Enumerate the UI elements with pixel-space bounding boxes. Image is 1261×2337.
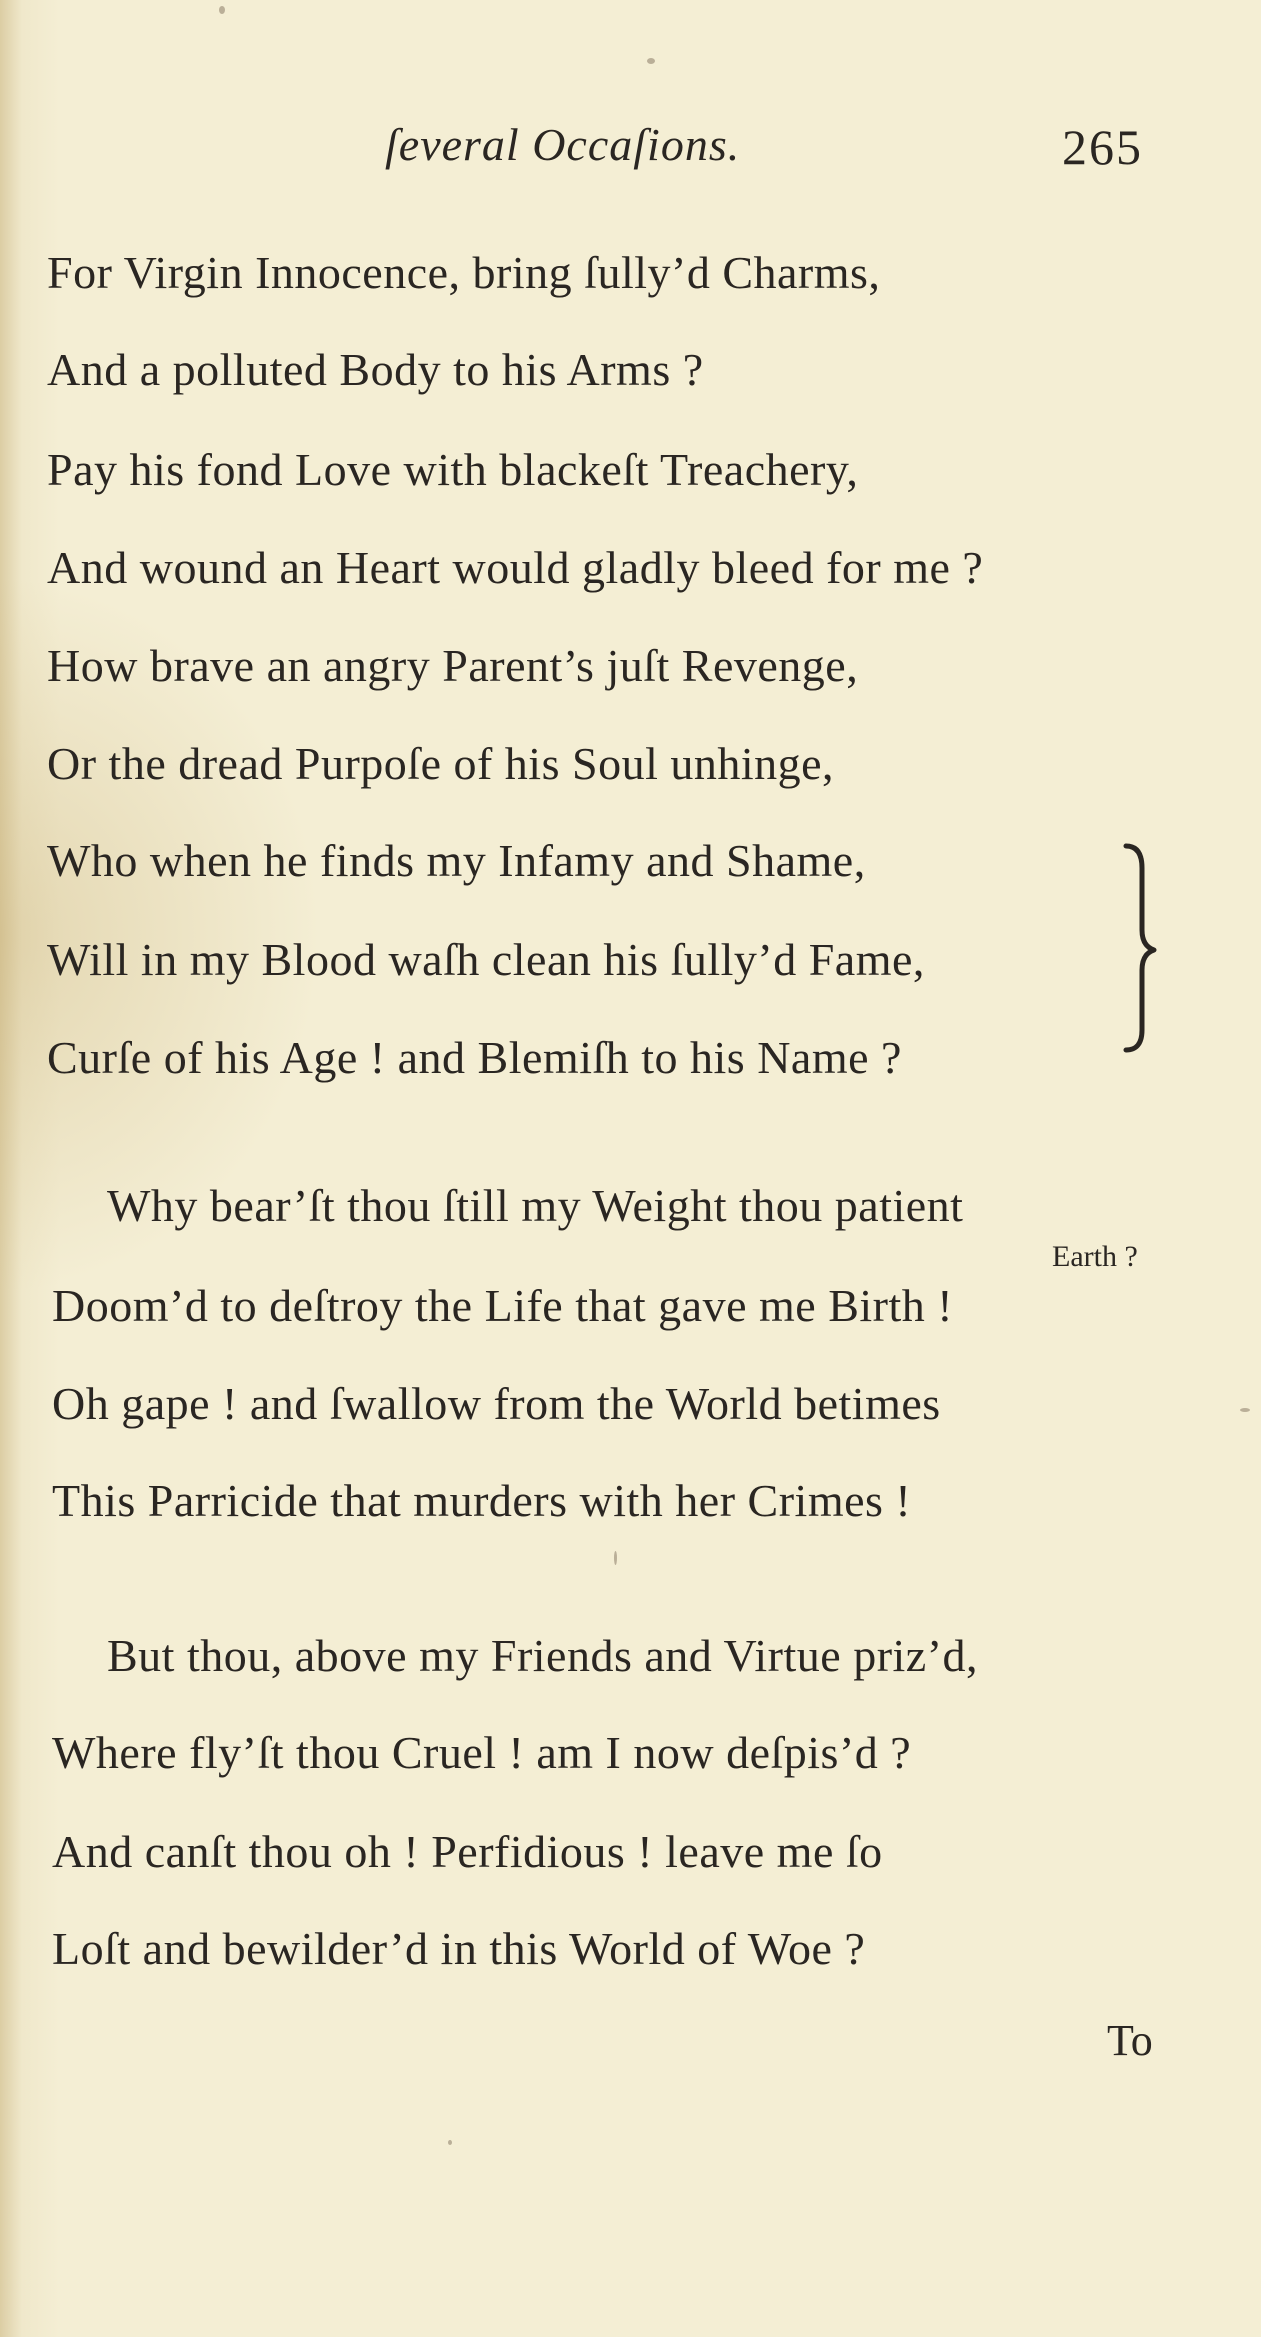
verse-line: Why bear’ſt thou ſtill my Weight thou patient <box>107 1180 964 1231</box>
paper-speck <box>614 1551 617 1565</box>
verse-line: Who when he finds my Infamy and Shame, <box>47 835 866 886</box>
verse-line: Or the dread Purpoſe of his Soul unhinge, <box>47 738 835 789</box>
page-number: 265 <box>1062 119 1143 175</box>
verse-line: For Virgin Innocence, bring ſully’d Charms, <box>47 247 881 298</box>
verse-line: Oh gape ! and ſwallow from the World betimes <box>52 1378 941 1429</box>
paper-speck <box>219 6 225 14</box>
catchword: To <box>1107 2016 1153 2065</box>
verse-line: Where fly’ſt thou Cruel ! am I now deſpis’d ? <box>52 1727 912 1778</box>
paper-speck <box>1240 1408 1250 1412</box>
verse-line: Will in my Blood waſh clean his ſully’d Fame, <box>47 934 925 985</box>
verse-line: Pay his fond Love with blackeſt Treachery, <box>47 444 859 495</box>
verse-line: Curſe of his Age ! and Blemiſh to his Name ? <box>47 1032 902 1083</box>
triplet-brace-icon <box>1120 838 1160 1058</box>
paper-speck <box>448 2140 452 2145</box>
verse-line: But thou, above my Friends and Virtue priz’d, <box>107 1630 979 1681</box>
verse-line: And wound an Heart would gladly bleed for me ? <box>47 542 984 593</box>
runover-word: Earth ? <box>1052 1240 1138 1273</box>
verse-line: And canſt thou oh ! Perfidious ! leave me ſo <box>52 1826 883 1877</box>
verse-line: And a polluted Body to his Arms ? <box>47 344 704 395</box>
verse-line: This Parricide that murders with her Crimes ! <box>52 1475 912 1526</box>
running-header-title: ſeveral Occaſions. <box>385 119 741 170</box>
verse-line: Doom’d to deſtroy the Life that gave me Birth ! <box>52 1280 954 1331</box>
verse-line: How brave an angry Parent’s juſt Revenge, <box>47 640 859 691</box>
paper-speck <box>647 58 655 64</box>
verse-line: Loſt and bewilder’d in this World of Woe ? <box>52 1923 866 1974</box>
